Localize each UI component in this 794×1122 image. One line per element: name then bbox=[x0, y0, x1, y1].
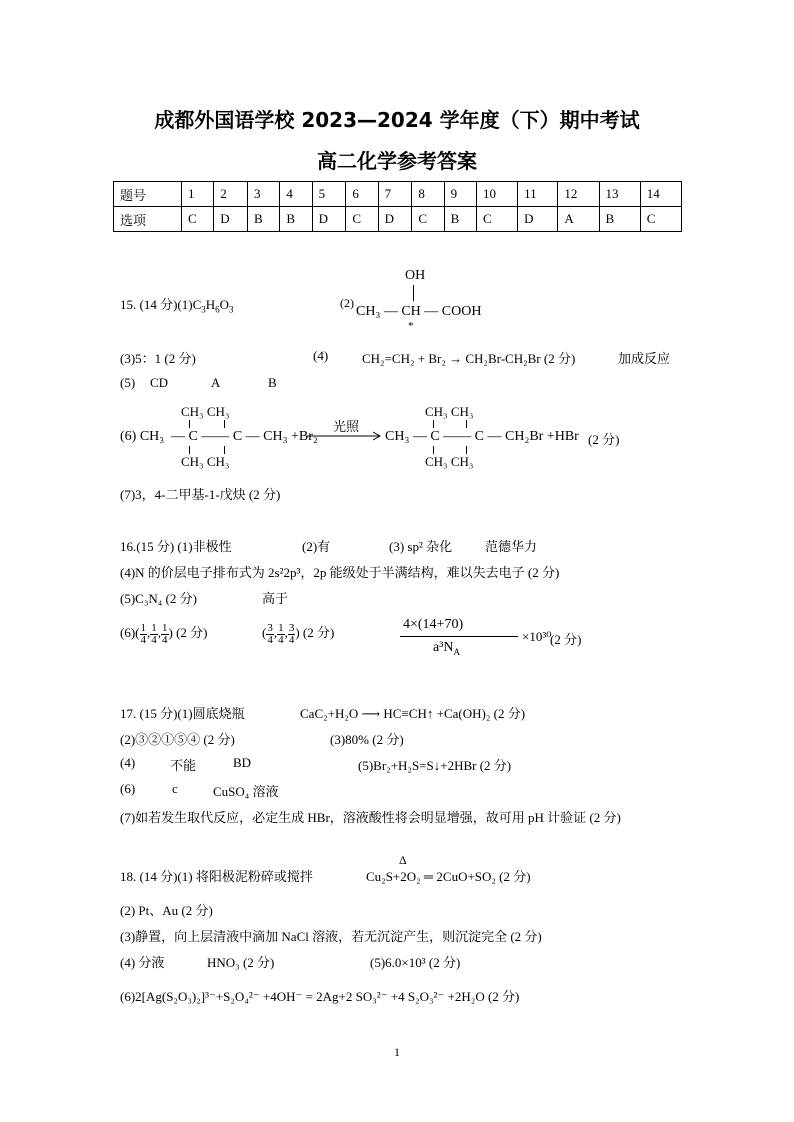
q17-p1: 17. (15 分)(1)圆底烧瓶 bbox=[120, 706, 245, 721]
q-number: 2 bbox=[214, 182, 248, 207]
q15-p5-b: A bbox=[211, 375, 221, 390]
product-top-groups: CH₃ CH₃ bbox=[425, 404, 474, 419]
bond-line bbox=[224, 446, 225, 454]
q-number: 1 bbox=[182, 182, 214, 207]
q16-p4: (4)N 的价层电子排布式为 2s²2p³，2p 能级处于半满结构，难以失去电子 (2 分) bbox=[120, 565, 560, 580]
fraction bbox=[266, 623, 274, 646]
bond-line bbox=[224, 420, 225, 428]
q15-p4-equation: CH₂=CH₂ + Br₂ → CH₂Br-CH₂Br (2 分) bbox=[362, 351, 576, 366]
formula-atom: H bbox=[205, 297, 216, 312]
frac-num: 1 bbox=[162, 621, 168, 634]
q-answer: B bbox=[248, 207, 280, 232]
q-number: 4 bbox=[280, 182, 312, 207]
row-label: 选项 bbox=[114, 207, 182, 232]
bond-line bbox=[466, 420, 467, 428]
product-main-chain: CH₃ — C —— C — CH₂Br +HBr bbox=[385, 429, 579, 444]
row-label: 题号 bbox=[114, 182, 182, 207]
q16-p6-coord-a: (6)( $\frac{1}{4}$ , $\frac{1}{4}$ , $\frac{1}{4}$ ) (2 分) bbox=[120, 621, 208, 646]
q18-p1: 18. (14 分)(1) 将阳极泥粉碎或搅拌 bbox=[120, 869, 313, 884]
q18-p6: (6)2[Ag(S₂O₃)₂]³⁻+S₂O₄²⁻ +4OH⁻ = 2Ag+2 SO₃²⁻ +4 S₂O₃²⁻ +2H₂O (2 分) bbox=[120, 989, 520, 1004]
q-answer: D bbox=[312, 207, 346, 232]
q15-p5-label: (5) bbox=[120, 375, 136, 390]
question-number-row bbox=[114, 182, 682, 207]
q-answer: C bbox=[182, 207, 214, 232]
q15-p4-type: 加成反应 bbox=[618, 351, 671, 366]
q-number: 9 bbox=[444, 182, 476, 207]
q-answer: C bbox=[640, 207, 681, 232]
q16-p5: (5)C₃N₄ (2 分) bbox=[120, 591, 197, 606]
frac-num: 3 bbox=[267, 621, 273, 634]
reactant-bottom-groups: CH₃ CH₃ bbox=[181, 454, 230, 469]
frac-den: 4 bbox=[140, 633, 146, 646]
q17-p4-b: BD bbox=[233, 755, 252, 770]
reaction-arrow bbox=[307, 431, 383, 441]
q-answer: C bbox=[346, 207, 378, 232]
q-answer: C bbox=[412, 207, 444, 232]
q-number: 5 bbox=[312, 182, 346, 207]
bond-line bbox=[413, 285, 414, 301]
reaction-condition: 光照 bbox=[333, 419, 360, 434]
fraction bbox=[150, 623, 158, 646]
q15-p7: (7)3，4-二甲基-1-戊炔 (2 分) bbox=[120, 487, 281, 502]
q17-p2: (2)③②①⑤④ (2 分) bbox=[120, 732, 235, 747]
q-number: 14 bbox=[640, 182, 681, 207]
q-answer: D bbox=[214, 207, 248, 232]
density-numerator: 4×(14+70) bbox=[403, 617, 464, 632]
answer-table bbox=[113, 181, 682, 232]
q17-p6-b: CuSO₄ 溶液 bbox=[213, 784, 279, 799]
q15-p4-label: (4) bbox=[313, 348, 329, 363]
q-number: 7 bbox=[378, 182, 412, 207]
frac-den: 4 bbox=[288, 633, 295, 646]
q18-p1-equation: Cu₂S+2O₂ ═ 2CuO+SO₂ (2 分) bbox=[366, 869, 531, 884]
q17-p6-a: c bbox=[172, 781, 178, 796]
q16-p3-force: 范德华力 bbox=[485, 539, 538, 554]
q18-p2: (2) Pt、Au (2 分) bbox=[120, 903, 213, 918]
lactic-chain: CH₃ — CH — COOH bbox=[356, 304, 482, 319]
frac-num: 1 bbox=[140, 621, 146, 634]
fraction bbox=[140, 623, 148, 646]
q15-head: 15. (14 分)(1)C bbox=[120, 297, 202, 312]
q17-p4-label: (4) bbox=[120, 755, 136, 770]
answer-row bbox=[114, 207, 682, 232]
bond-line bbox=[433, 420, 434, 428]
fraction bbox=[161, 623, 169, 646]
formula-sub: 3 bbox=[229, 304, 234, 315]
bond-line bbox=[466, 446, 467, 454]
q15-p5-a: CD bbox=[150, 375, 169, 390]
q15-p3: (3)5：1 (2 分) bbox=[120, 351, 196, 366]
q-answer: B bbox=[599, 207, 640, 232]
heat-delta: Δ bbox=[399, 853, 407, 867]
q17-p4-a: 不能 bbox=[170, 758, 197, 773]
den-sub: A bbox=[453, 646, 461, 657]
q17-p3: (3)80% (2 分) bbox=[330, 732, 404, 747]
q16-p3: (3) sp² 杂化 bbox=[389, 539, 453, 554]
q-number: 6 bbox=[346, 182, 378, 207]
formula-sub: 3 bbox=[201, 304, 206, 315]
q-answer: D bbox=[378, 207, 412, 232]
reactant-main-chain: — C —— C — CH₃ +Br₂ bbox=[171, 429, 318, 444]
bond-line bbox=[189, 446, 190, 454]
q17-p7: (7)如若发生取代反应，必定生成 HBr，溶液酸性将会明显增强，故可用 pH 计验证 (2 分) bbox=[120, 810, 621, 825]
answer-subtitle: 高二化学参考答案 bbox=[317, 149, 477, 173]
fraction bbox=[277, 623, 285, 646]
den-text: a³N bbox=[433, 640, 454, 655]
q17-p6-label: (6) bbox=[120, 781, 136, 796]
q15-p5-c: B bbox=[268, 375, 277, 390]
q-number: 8 bbox=[412, 182, 444, 207]
frac-num: 1 bbox=[278, 621, 284, 634]
paren-score: ) (2 分) bbox=[168, 625, 208, 640]
paren-score: ) (2 分) bbox=[295, 625, 335, 640]
density-score: (2 分) bbox=[550, 632, 582, 647]
q16-p5-compare: 高于 bbox=[262, 591, 289, 606]
frac-den: 4 bbox=[267, 633, 273, 646]
q-number: 12 bbox=[558, 182, 599, 207]
q18-p4-reagent: HNO₃ (2 分) bbox=[207, 955, 275, 970]
frac-den: 4 bbox=[162, 633, 168, 646]
q15-part1 bbox=[120, 294, 234, 315]
density-denominator bbox=[433, 640, 460, 657]
q18-p5: (5)6.0×10³ (2 分) bbox=[370, 955, 461, 970]
q15-p6-label: (6) CH₃ bbox=[120, 429, 165, 444]
density-exponent: ×10³⁰ bbox=[522, 629, 552, 644]
fraction-bar bbox=[400, 636, 518, 637]
q-answer: B bbox=[444, 207, 476, 232]
bond-line bbox=[433, 446, 434, 454]
reactant-top-groups: CH₃ CH₃ bbox=[181, 404, 230, 419]
bond-line bbox=[189, 420, 190, 428]
q-answer: A bbox=[558, 207, 599, 232]
q-number: 13 bbox=[599, 182, 640, 207]
frac-num: 1 bbox=[151, 621, 157, 634]
product-bottom-groups: CH₃ CH₃ bbox=[425, 454, 474, 469]
chiral-star: * bbox=[408, 320, 414, 332]
formula-atom: O bbox=[219, 297, 230, 312]
lactic-oh: OH bbox=[405, 268, 426, 283]
q17-p5: (5)Br₂+H₂S=S↓+2HBr (2 分) bbox=[358, 758, 512, 773]
q-number: 10 bbox=[476, 182, 517, 207]
q-answer: B bbox=[280, 207, 312, 232]
frac-den: 4 bbox=[278, 633, 284, 646]
frac-den: 4 bbox=[151, 633, 157, 646]
q-answer: C bbox=[476, 207, 517, 232]
q18-p4-label: (4) 分液 bbox=[120, 955, 165, 970]
q-number: 3 bbox=[248, 182, 280, 207]
q16-p6-coord-b: ( $\frac{3}{4}$ , $\frac{1}{4}$ , $\frac{3}{4}$ ) (2 分) bbox=[262, 621, 335, 646]
q-number: 11 bbox=[518, 182, 558, 207]
q17-p1-equation: CaC₂+H₂O ⟶ HC≡CH↑ +Ca(OH)₂ (2 分) bbox=[300, 706, 526, 721]
q15-p6-score: (2 分) bbox=[588, 432, 620, 447]
formula-sub: 6 bbox=[215, 304, 220, 315]
q16-p1: 16.(15 分) (1)非极性 bbox=[120, 539, 232, 554]
frac-num: 3 bbox=[288, 621, 295, 634]
q16-p2: (2)有 bbox=[302, 539, 331, 554]
q18-p3: (3)静置，向上层清液中滴加 NaCl 溶液，若无沉淀产生，则沉淀完全 (2 分) bbox=[120, 929, 542, 944]
q-answer: D bbox=[518, 207, 558, 232]
paren: (6)( bbox=[120, 625, 140, 640]
page-number: 1 bbox=[394, 1045, 400, 1059]
exam-title: 成都外国语学校 2023—2024 学年度（下）期中考试 bbox=[154, 108, 640, 132]
q15-p2-label: (2) bbox=[340, 296, 354, 310]
